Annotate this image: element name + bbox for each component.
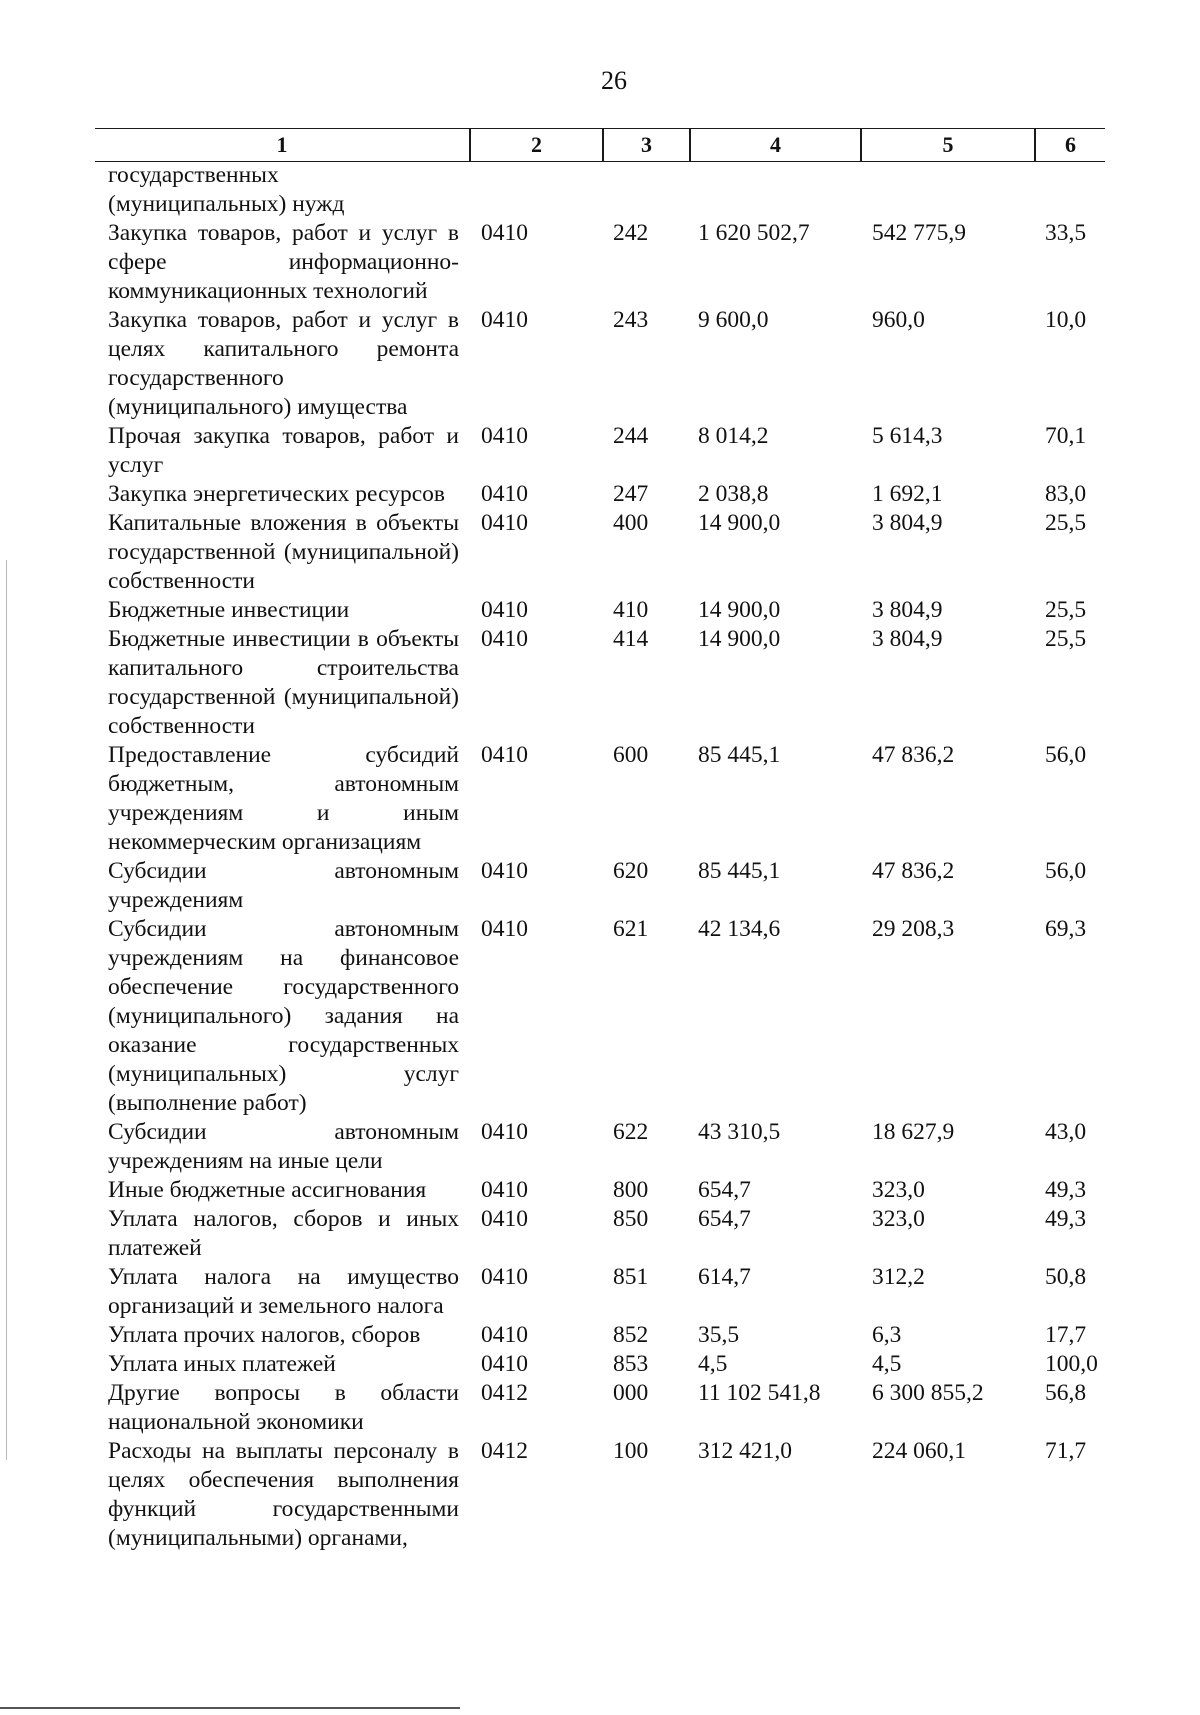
execution-percent: 25,5 bbox=[1045, 510, 1087, 536]
expense-type-code: 247 bbox=[613, 481, 649, 507]
approved-amount: 9 600,0 bbox=[698, 307, 769, 333]
expense-type-code: 850 bbox=[613, 1206, 649, 1232]
approved-amount: 14 900,0 bbox=[698, 597, 781, 623]
approved-amount: 43 310,5 bbox=[698, 1119, 781, 1145]
row-description: Уплата налога на имущество организаций и земельного налога bbox=[108, 1264, 459, 1319]
row-description: Прочая закупка товаров, работ и услуг bbox=[108, 423, 459, 478]
section-code: 0410 bbox=[481, 1177, 528, 1203]
expense-type-code: 622 bbox=[613, 1119, 649, 1145]
executed-amount: 3 804,9 bbox=[872, 626, 943, 652]
scan-bottom-edge bbox=[0, 1707, 460, 1709]
execution-percent: 43,0 bbox=[1045, 1119, 1087, 1145]
table-row bbox=[0, 1263, 1200, 1321]
executed-amount: 224 060,1 bbox=[872, 1438, 966, 1464]
section-code: 0410 bbox=[481, 423, 528, 449]
approved-amount: 654,7 bbox=[698, 1177, 751, 1203]
table-row bbox=[0, 161, 1200, 219]
approved-amount: 614,7 bbox=[698, 1264, 751, 1290]
table-row bbox=[0, 741, 1200, 857]
approved-amount: 1 620 502,7 bbox=[698, 220, 810, 246]
table-row bbox=[0, 857, 1200, 915]
executed-amount: 323,0 bbox=[872, 1177, 925, 1203]
execution-percent: 71,7 bbox=[1045, 1438, 1087, 1464]
section-code: 0410 bbox=[481, 626, 528, 652]
header-col-2: 2 bbox=[531, 132, 542, 157]
row-description: Другие вопросы в области национальной экономики bbox=[108, 1380, 459, 1435]
approved-amount: 85 445,1 bbox=[698, 858, 781, 884]
table-row bbox=[0, 596, 1200, 625]
section-code: 0410 bbox=[481, 742, 528, 768]
section-code: 0410 bbox=[481, 1119, 528, 1145]
expense-type-code: 244 bbox=[613, 423, 649, 449]
executed-amount: 47 836,2 bbox=[872, 742, 955, 768]
scan-margin-line bbox=[6, 560, 7, 1460]
executed-amount: 3 804,9 bbox=[872, 510, 943, 536]
budget-table-body bbox=[0, 161, 1200, 1553]
section-code: 0410 bbox=[481, 307, 528, 333]
row-description: Иные бюджетные ассигнования bbox=[108, 1177, 427, 1203]
approved-amount: 11 102 541,8 bbox=[698, 1380, 821, 1406]
table-row bbox=[0, 1176, 1200, 1205]
table-row bbox=[0, 1350, 1200, 1379]
expense-type-code: 414 bbox=[613, 626, 649, 652]
table-row bbox=[0, 1437, 1200, 1553]
header-col-6: 6 bbox=[1065, 132, 1076, 157]
section-code: 0410 bbox=[481, 1322, 528, 1348]
approved-amount: 312 421,0 bbox=[698, 1438, 792, 1464]
header-col-4: 4 bbox=[770, 132, 781, 157]
execution-percent: 33,5 bbox=[1045, 220, 1087, 246]
section-code: 0410 bbox=[481, 481, 528, 507]
expense-type-code: 600 bbox=[613, 742, 649, 768]
table-row bbox=[0, 480, 1200, 509]
execution-percent: 49,3 bbox=[1045, 1177, 1087, 1203]
execution-percent: 25,5 bbox=[1045, 626, 1087, 652]
executed-amount: 47 836,2 bbox=[872, 858, 955, 884]
approved-amount: 42 134,6 bbox=[698, 916, 781, 942]
approved-amount: 14 900,0 bbox=[698, 510, 781, 536]
executed-amount: 6 300 855,2 bbox=[872, 1380, 984, 1406]
executed-amount: 5 614,3 bbox=[872, 423, 943, 449]
approved-amount: 2 038,8 bbox=[698, 481, 769, 507]
row-description: Закупка энергетических ресурсов bbox=[108, 481, 445, 507]
executed-amount: 542 775,9 bbox=[872, 220, 966, 246]
table-row bbox=[0, 306, 1200, 422]
expense-type-code: 242 bbox=[613, 220, 649, 246]
section-code: 0410 bbox=[481, 220, 528, 246]
executed-amount: 960,0 bbox=[872, 307, 925, 333]
section-code: 0410 bbox=[481, 597, 528, 623]
executed-amount: 6,3 bbox=[872, 1322, 902, 1348]
expense-type-code: 000 bbox=[613, 1380, 649, 1406]
execution-percent: 17,7 bbox=[1045, 1322, 1087, 1348]
approved-amount: 654,7 bbox=[698, 1206, 751, 1232]
approved-amount: 8 014,2 bbox=[698, 423, 769, 449]
expense-type-code: 400 bbox=[613, 510, 649, 536]
executed-amount: 1 692,1 bbox=[872, 481, 943, 507]
execution-percent: 10,0 bbox=[1045, 307, 1087, 333]
executed-amount: 312,2 bbox=[872, 1264, 925, 1290]
table-header bbox=[95, 128, 1105, 162]
row-description: Бюджетные инвестиции в объекты капитального строительства государственной (муниципальной) собственности bbox=[108, 626, 459, 739]
approved-amount: 85 445,1 bbox=[698, 742, 781, 768]
expense-type-code: 800 bbox=[613, 1177, 649, 1203]
execution-percent: 56,0 bbox=[1045, 742, 1087, 768]
row-description: Предоставление субсидий бюджетным, автономным учреждениям и иным некоммерческим организациям bbox=[108, 742, 459, 855]
executed-amount: 323,0 bbox=[872, 1206, 925, 1232]
approved-amount: 14 900,0 bbox=[698, 626, 781, 652]
table-row bbox=[0, 1379, 1200, 1437]
header-col-1: 1 bbox=[276, 132, 288, 157]
executed-amount: 29 208,3 bbox=[872, 916, 955, 942]
table-row bbox=[0, 219, 1200, 306]
row-description: Капитальные вложения в объекты государственной (муниципальной) собственности bbox=[108, 510, 459, 594]
execution-percent: 25,5 bbox=[1045, 597, 1087, 623]
expense-type-code: 853 bbox=[613, 1351, 649, 1377]
approved-amount: 4,5 bbox=[698, 1351, 728, 1377]
execution-percent: 70,1 bbox=[1045, 423, 1087, 449]
approved-amount: 35,5 bbox=[698, 1322, 740, 1348]
expense-type-code: 621 bbox=[613, 916, 649, 942]
table-row bbox=[0, 422, 1200, 480]
expense-type-code: 243 bbox=[613, 307, 649, 333]
table-row bbox=[0, 1205, 1200, 1263]
row-description: Субсидии автономным учреждениям на финансовое обеспечение государственного (муниципального) задания на оказание государственных (муниципальных) услуг (выполнение работ) bbox=[108, 916, 459, 1116]
expense-type-code: 410 bbox=[613, 597, 649, 623]
expense-type-code: 851 bbox=[613, 1264, 649, 1290]
execution-percent: 50,8 bbox=[1045, 1264, 1087, 1290]
executed-amount: 3 804,9 bbox=[872, 597, 943, 623]
row-description: государственных (муниципальных) нужд bbox=[108, 162, 345, 217]
expense-type-code: 852 bbox=[613, 1322, 649, 1348]
section-code: 0410 bbox=[481, 858, 528, 884]
row-description: Субсидии автономным учреждениям bbox=[108, 858, 459, 913]
row-description: Закупка товаров, работ и услуг в целях капитального ремонта государственного (муниципального) имущества bbox=[108, 307, 459, 420]
execution-percent: 100,0 bbox=[1045, 1351, 1098, 1377]
header-col-3: 3 bbox=[641, 132, 652, 157]
row-description: Закупка товаров, работ и услуг в сфере информационно-коммуникационных технологий bbox=[108, 220, 459, 304]
executed-amount: 18 627,9 bbox=[872, 1119, 955, 1145]
table-row bbox=[0, 915, 1200, 1118]
execution-percent: 56,8 bbox=[1045, 1380, 1087, 1406]
table-row bbox=[0, 1118, 1200, 1176]
section-code: 0410 bbox=[481, 1264, 528, 1290]
execution-percent: 56,0 bbox=[1045, 858, 1087, 884]
section-code: 0412 bbox=[481, 1380, 528, 1406]
table-row bbox=[0, 625, 1200, 741]
table-row bbox=[0, 1321, 1200, 1350]
row-description: Уплата иных платежей bbox=[108, 1351, 336, 1377]
section-code: 0410 bbox=[481, 916, 528, 942]
row-description: Бюджетные инвестиции bbox=[108, 597, 350, 623]
expense-type-code: 620 bbox=[613, 858, 649, 884]
header-col-5: 5 bbox=[942, 132, 954, 157]
row-description: Расходы на выплаты персоналу в целях обеспечения выполнения функций государственными (муниципальными) органами, bbox=[108, 1438, 459, 1551]
execution-percent: 69,3 bbox=[1045, 916, 1087, 942]
row-description: Субсидии автономным учреждениям на иные цели bbox=[108, 1119, 459, 1174]
executed-amount: 4,5 bbox=[872, 1351, 902, 1377]
row-description: Уплата налогов, сборов и иных платежей bbox=[108, 1206, 459, 1261]
section-code: 0410 bbox=[481, 1351, 528, 1377]
section-code: 0410 bbox=[481, 510, 528, 536]
expense-type-code: 100 bbox=[613, 1438, 649, 1464]
section-code: 0412 bbox=[481, 1438, 528, 1464]
row-description: Уплата прочих налогов, сборов bbox=[108, 1322, 421, 1348]
execution-percent: 83,0 bbox=[1045, 481, 1087, 507]
table-row bbox=[0, 509, 1200, 596]
execution-percent: 49,3 bbox=[1045, 1206, 1087, 1232]
section-code: 0410 bbox=[481, 1206, 528, 1232]
page-number: 26 bbox=[601, 66, 627, 95]
